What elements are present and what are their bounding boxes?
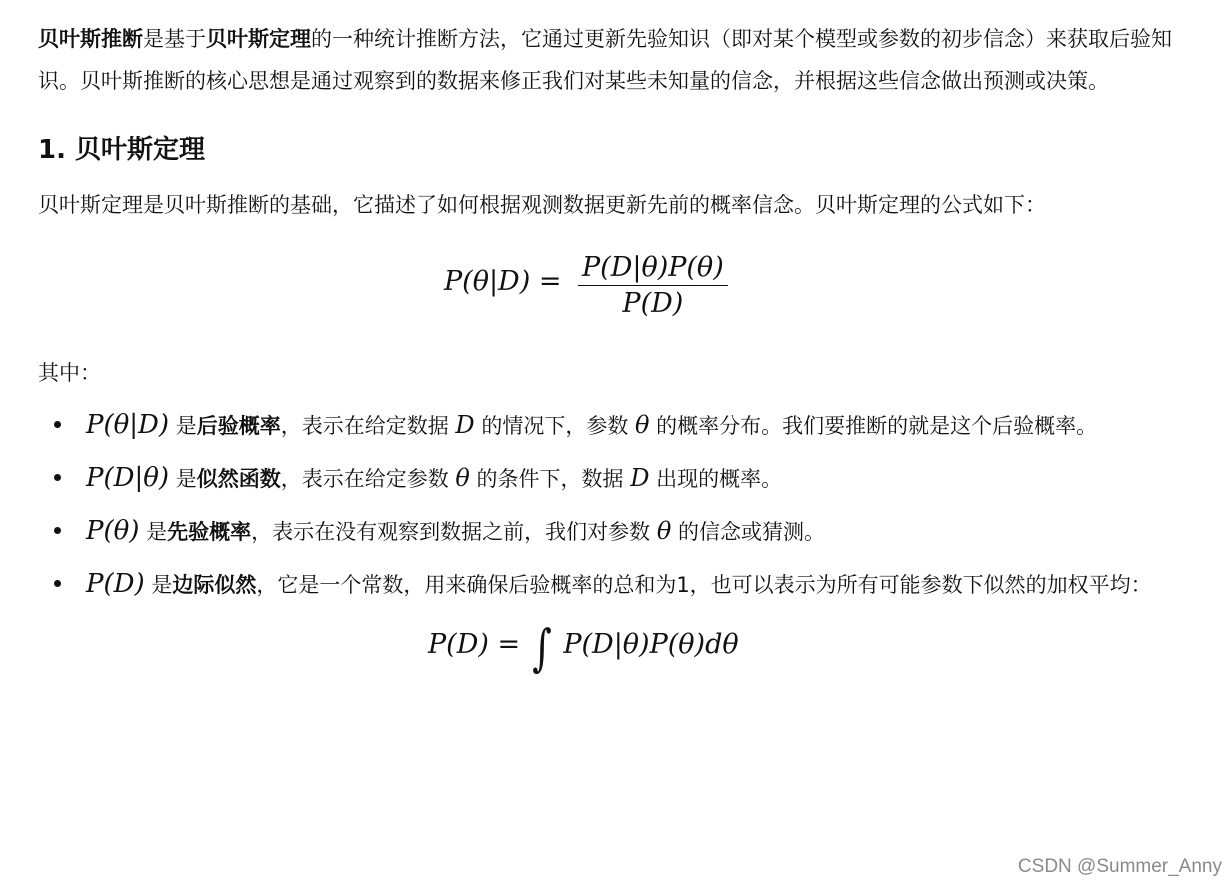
csdn-watermark: CSDN @Summer_Anny — [1017, 856, 1222, 877]
marginal-likelihood-formula — [38, 616, 1198, 706]
list-item — [38, 563, 1198, 606]
def-text: ，表示在给定参数 — [280, 467, 456, 491]
term-bayesian-inference: 贝叶斯推断 — [38, 27, 143, 51]
def-text: 出现的概率。 — [649, 467, 783, 491]
intro-paragraph — [38, 0, 1198, 102]
marginal-formula-rhs: P(D|θ)P(θ)dθ — [563, 629, 739, 660]
def-math: P(θ|D) — [86, 410, 170, 440]
def-term: 后验概率 — [196, 414, 281, 438]
def-math: θ — [656, 517, 672, 545]
bayes-formula-lhs: P(θ|D) = — [444, 266, 562, 297]
def-term: 先验概率 — [167, 520, 252, 544]
def-math: θ — [455, 464, 470, 492]
intro-text-1: 是基于 — [143, 27, 206, 51]
marginal-formula-lhs: P(D) = — [428, 629, 521, 660]
list-item — [38, 404, 1198, 447]
def-text: ，表示在没有观察到数据之前，我们对参数 — [251, 520, 657, 544]
term-bayes-theorem: 贝叶斯定理 — [206, 27, 311, 51]
def-math: D — [455, 411, 475, 439]
def-text: 的情况下，参数 — [474, 414, 636, 438]
bullet-icon — [54, 527, 61, 534]
def-term: 边际似然 — [172, 573, 257, 597]
def-math: P(D) — [86, 569, 145, 599]
def-text: 是 — [144, 573, 173, 597]
section-description: 贝叶斯定理是贝叶斯推断的基础，它描述了如何根据观测数据更新先前的概率信念。贝叶斯定理的公式如下： — [38, 193, 1046, 217]
def-math: θ — [635, 411, 650, 439]
def-text: ，它是一个常数，用来确保后验概率的总和为1，也可以表示为所有可能参数下似然的加权平均： — [256, 573, 1152, 597]
def-math: P(θ) — [86, 516, 140, 546]
def-text: 是 — [169, 414, 197, 438]
def-math: P(D|θ) — [86, 463, 170, 493]
definition-list — [38, 404, 1198, 606]
def-term: 似然函数 — [196, 467, 281, 491]
bayes-formula — [38, 252, 1198, 334]
bullet-icon — [54, 474, 61, 481]
integral-sign: ∫ — [531, 619, 552, 677]
where-label: 其中： — [38, 361, 101, 385]
list-item — [38, 457, 1198, 500]
article-body — [38, 0, 1198, 706]
bullet-icon — [54, 421, 61, 428]
list-item — [38, 510, 1198, 553]
bayes-formula-numerator: P(D|θ)P(θ) — [578, 252, 728, 286]
section-heading: 1. 贝叶斯定理 — [38, 135, 206, 165]
def-text: 是 — [139, 520, 168, 544]
def-text: 的概率分布。我们要推断的就是这个后验概率。 — [649, 414, 1098, 438]
bullet-icon — [54, 580, 61, 587]
intro-text-2: 的一种统计推断方法，它通过更新先验知识（即对某个模型或参数的初步信念）来获取后验知识。贝叶斯推断的核心思想是通过观察到的数据来修正我们对某些未知量的信念，并根据这些信念做出预测或决策。 — [38, 27, 1172, 93]
def-text: 的信念或猜测。 — [671, 520, 825, 544]
def-text: 是 — [169, 467, 197, 491]
def-math: D — [630, 464, 650, 492]
bayes-formula-denominator: P(D) — [622, 288, 684, 319]
bayes-formula-fraction — [578, 252, 728, 319]
def-text: 的条件下，数据 — [469, 467, 631, 491]
marginal-formula-expression — [428, 619, 739, 677]
def-text: ，表示在给定数据 — [280, 414, 456, 438]
